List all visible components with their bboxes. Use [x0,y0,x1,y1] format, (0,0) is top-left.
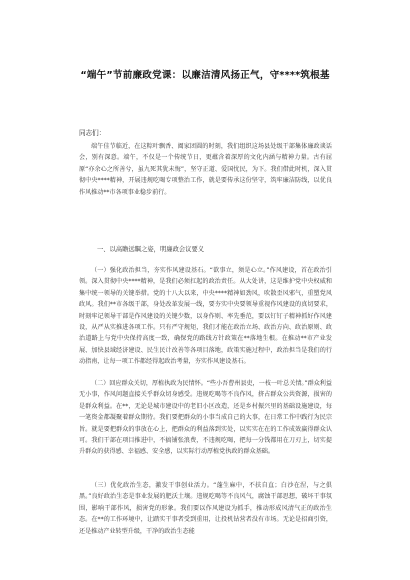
greeting: 同志们： [79,129,106,137]
intro-paragraph: 端午佳节临近，在这粽叶飘香、阖家团圆的时刻，我们组织这场县处级干部集体廉政谈话会，别有深意。端午，不仅是一个传统节日，更蕴含着深厚的文化内涵与精神力量。古有屈原“亦余心之所善兮，虽九死其犹未悔”，坚守正道、爱国忧民，为下。我们借此时机，深入贯彻中央****精神，开展违规吃喝专项整治工作，就是要传承这份坚守，筑牢廉洁防线，以优良作风推动**市各项事业稳步前行。 [79,143,332,196]
section-heading: 一、以高瞻远瞩之姿，明廉政会议要义 [97,246,205,253]
paragraph-1: （一）强化政治担当，夯实作风建设基石。“欲事立，须是心立。”作风建设，首在政治引领。深入贯彻中央****精神，是我们必须扛起的政治责任。从大处讲，这是维护党中央权威和集中统一领导的关键举措。党的十八大以来，中央****精神如劲风，吹散歪风邪气，重塑党风政风。我们**市各级干部，身处改革发展一线，要夯实中央要领导重视作风建设的真切要求，时刻牢记领导干部是作风建设的关键少数，以身作则、率先垂范，要以钉钉子精神抓好作风建设，从严从实推进各项工作。只有严守规矩，我们才能在政治立场、政治方向、政治原则、政治道路上与党中央保持高度一致，确保党的路线方针政策在**落地生根。在推动**市产业发展、加快县域经济建设、民生民计改善等各项目落地，政策实施过程中，政治担当是我们的行动指南，让每一项工作都经得起政治考量，夯实作风建设基石。 [79,267,332,366]
document-title: “端午”节前廉政党课：以廉洁清风扬正气，守****筑根基 [80,70,330,81]
paragraph-3: （三）优化政治生态，激发干事创业活力。“蓬生麻中，不扶自直；白沙在涅，与之俱黑。”良好政治生态是事业发展的肥沃土壤。违规吃喝等不良风气，腐蚀干部思想，破坏干事氛围，影响干部作风，损害党的形象。我们要以作风建设为抓手，推动形成风清气正的政治生态。在**的工作环境中，让踏实干事者受到重用，让投机钻营者没有市场。无论是招商引资，还是推动产业转型升级，干净的政治生态能 [79,482,332,535]
paragraph-2: （二）回应群众关切，厚植执政为民情怀。“些小吾曹州县吏，一枝一叶总关情。”群众利益无小事，作风问题直接关乎群众切身感受。违规吃喝等不良作风，挤占群众公共资源，损害的是群众利益。在**，无论是城市建设中的老旧小区改造，还是乡村振兴里的基础设施建设，每一笔资金都凝聚着群众期待。我们要把群众的小事当成自己的大事，在日常工作中践行为民宗旨。就是要把群众的事放在心上，把群众的利益落到实处，以实实在在的工作成效赢得群众认可。我们干部在项目推进中，不搞铺张浪费，不违规吃喝，把每一分钱都用在刀刃上，切实提升群众的获得感、幸福感、安全感，以实际行动厚植党执政的群众基础。 [79,380,332,456]
